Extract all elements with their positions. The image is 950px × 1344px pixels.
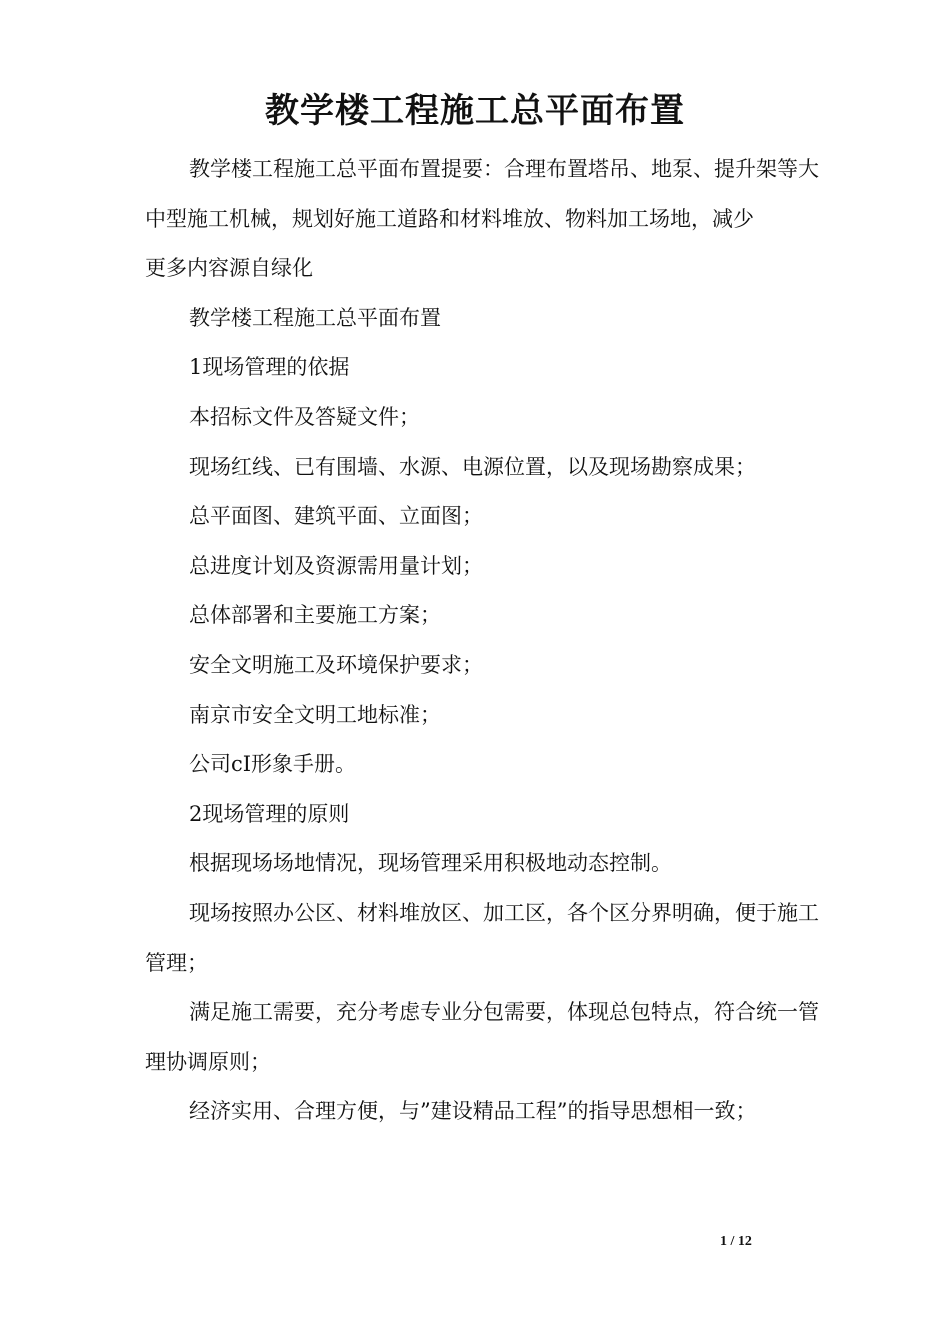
paragraph: 安全文明施工及环境保护要求； [189,652,483,677]
paragraph: 满足施工需要，充分考虑专业分包需要，体现总包特点，符合统一管理协调原则； [145,1000,819,1074]
paragraph: 本招标文件及答疑文件； [189,404,420,429]
document-body [145,145,820,1137]
paragraph: 总平面图、建筑平面、立面图； [189,504,483,529]
paragraph: 根据现场场地情况，现场管理采用积极地动态控制。 [189,851,672,876]
paragraph: 总进度计划及资源需用量计划； [189,553,483,578]
paragraph: 经济实用、合理方便，与”建设精品工程”的指导思想相一致； [189,1099,757,1124]
paragraph: 教学楼工程施工总平面布置 [189,305,441,330]
paragraph: 现场红线、已有围墙、水源、电源位置，以及现场勘察成果； [189,454,756,479]
paragraph: 南京市安全文明工地标准； [189,702,441,727]
document-title: 教学楼工程施工总平面布置 [265,91,685,131]
paragraph: 现场按照办公区、材料堆放区、加工区，各个区分界明确，便于施工管理； [145,900,819,975]
paragraph: 总体部署和主要施工方案； [189,603,441,628]
page-number: 1 / 12 [720,1234,752,1249]
section-heading: 1现场管理的依据 [189,355,350,380]
paragraph: 更多内容源自绿化 [145,256,313,281]
section-heading: 2现场管理的原则 [189,801,350,826]
paragraph: 公司cI形象手册。 [189,752,357,777]
paragraph: 教学楼工程施工总平面布置提要：合理布置塔吊、地泵、提升架等大中型施工机械，规划好施工道路和材料堆放、物料加工场地，减少 [145,157,819,231]
